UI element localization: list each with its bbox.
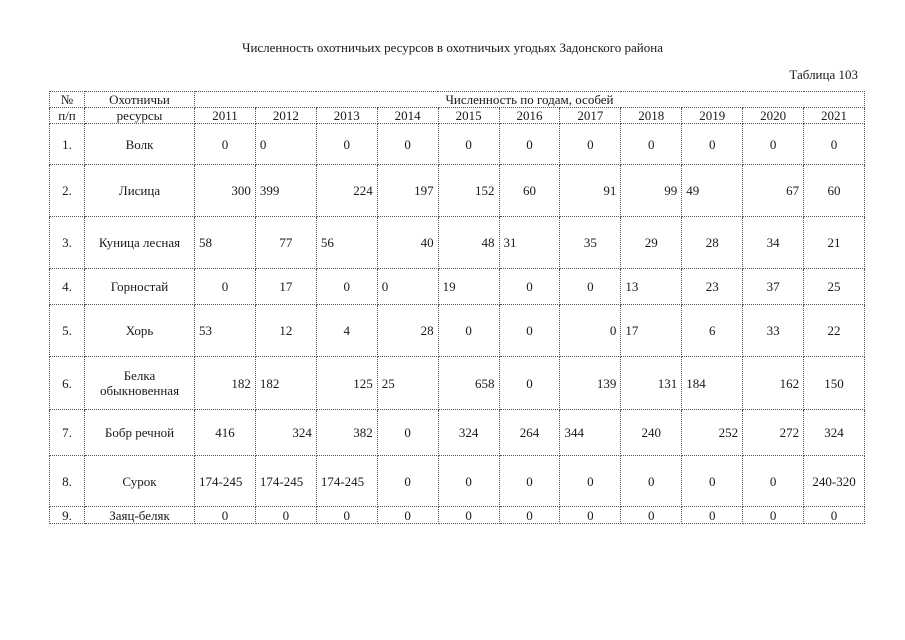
value-cell-2017: 91 bbox=[560, 165, 621, 217]
value-cell-2020: 37 bbox=[743, 269, 804, 305]
value-cell-2012: 17 bbox=[255, 269, 316, 305]
value-cell-2017: 0 bbox=[560, 124, 621, 165]
row-number: 9. bbox=[50, 507, 85, 524]
value-cell-2016: 0 bbox=[499, 507, 560, 524]
year-header-2015: 2015 bbox=[438, 108, 499, 124]
value-cell-2015: 0 bbox=[438, 305, 499, 357]
value-cell-2016: 0 bbox=[499, 305, 560, 357]
value-cell-2011: 0 bbox=[195, 507, 256, 524]
table-row bbox=[50, 165, 865, 217]
value-cell-2012: 182 bbox=[255, 357, 316, 410]
table-row bbox=[50, 269, 865, 305]
value-cell-2021: 0 bbox=[804, 124, 865, 165]
value-cell-2014: 25 bbox=[377, 357, 438, 410]
year-header-2018: 2018 bbox=[621, 108, 682, 124]
value-cell-2019: 6 bbox=[682, 305, 743, 357]
value-cell-2017: 0 bbox=[560, 456, 621, 507]
value-cell-2011: 58 bbox=[195, 217, 256, 269]
row-number: 7. bbox=[50, 410, 85, 456]
value-cell-2020: 34 bbox=[743, 217, 804, 269]
resource-name: Бобр речной bbox=[85, 410, 195, 456]
resource-name: Лисица bbox=[85, 165, 195, 217]
value-cell-2013: 56 bbox=[316, 217, 377, 269]
table-row bbox=[50, 124, 865, 165]
value-cell-2017: 344 bbox=[560, 410, 621, 456]
value-cell-2016: 0 bbox=[499, 269, 560, 305]
value-cell-2019: 28 bbox=[682, 217, 743, 269]
value-cell-2013: 0 bbox=[316, 507, 377, 524]
value-cell-2012: 399 bbox=[255, 165, 316, 217]
value-cell-2021: 150 bbox=[804, 357, 865, 410]
value-cell-2016: 0 bbox=[499, 124, 560, 165]
value-cell-2018: 0 bbox=[621, 456, 682, 507]
value-cell-2018: 240 bbox=[621, 410, 682, 456]
value-cell-2015: 324 bbox=[438, 410, 499, 456]
value-cell-2011: 182 bbox=[195, 357, 256, 410]
value-cell-2011: 174-245 bbox=[195, 456, 256, 507]
year-header-2011: 2011 bbox=[195, 108, 256, 124]
value-cell-2017: 139 bbox=[560, 357, 621, 410]
value-cell-2013: 224 bbox=[316, 165, 377, 217]
value-cell-2013: 174-245 bbox=[316, 456, 377, 507]
value-cell-2012: 0 bbox=[255, 507, 316, 524]
table-row bbox=[50, 507, 865, 524]
value-cell-2020: 272 bbox=[743, 410, 804, 456]
col-num-header-line1: № bbox=[50, 92, 85, 108]
resource-name: Сурок bbox=[85, 456, 195, 507]
value-cell-2019: 49 bbox=[682, 165, 743, 217]
value-cell-2012: 77 bbox=[255, 217, 316, 269]
group-header: Численность по годам, особей bbox=[195, 92, 865, 108]
value-cell-2016: 60 bbox=[499, 165, 560, 217]
value-cell-2015: 19 bbox=[438, 269, 499, 305]
col-resource-header-line2: ресурсы bbox=[85, 108, 195, 124]
value-cell-2019: 0 bbox=[682, 124, 743, 165]
value-cell-2014: 28 bbox=[377, 305, 438, 357]
value-cell-2018: 13 bbox=[621, 269, 682, 305]
year-header-2021: 2021 bbox=[804, 108, 865, 124]
value-cell-2013: 0 bbox=[316, 124, 377, 165]
row-number: 8. bbox=[50, 456, 85, 507]
value-cell-2017: 0 bbox=[560, 269, 621, 305]
resource-name: Заяц-беляк bbox=[85, 507, 195, 524]
table-row bbox=[50, 456, 865, 507]
table-row bbox=[50, 410, 865, 456]
value-cell-2013: 4 bbox=[316, 305, 377, 357]
value-cell-2013: 382 bbox=[316, 410, 377, 456]
value-cell-2011: 300 bbox=[195, 165, 256, 217]
value-cell-2014: 0 bbox=[377, 456, 438, 507]
value-cell-2019: 0 bbox=[682, 507, 743, 524]
table-row bbox=[50, 217, 865, 269]
value-cell-2011: 0 bbox=[195, 124, 256, 165]
value-cell-2020: 162 bbox=[743, 357, 804, 410]
value-cell-2019: 184 bbox=[682, 357, 743, 410]
value-cell-2014: 40 bbox=[377, 217, 438, 269]
value-cell-2020: 33 bbox=[743, 305, 804, 357]
row-number: 6. bbox=[50, 357, 85, 410]
value-cell-2016: 264 bbox=[499, 410, 560, 456]
value-cell-2016: 0 bbox=[499, 357, 560, 410]
value-cell-2018: 99 bbox=[621, 165, 682, 217]
value-cell-2014: 197 bbox=[377, 165, 438, 217]
value-cell-2021: 240-320 bbox=[804, 456, 865, 507]
row-number: 5. bbox=[50, 305, 85, 357]
value-cell-2021: 0 bbox=[804, 507, 865, 524]
header-row-2 bbox=[50, 108, 865, 124]
value-cell-2020: 67 bbox=[743, 165, 804, 217]
value-cell-2013: 0 bbox=[316, 269, 377, 305]
value-cell-2015: 0 bbox=[438, 507, 499, 524]
resource-name: Горностай bbox=[85, 269, 195, 305]
hunting-resources-table bbox=[49, 91, 865, 524]
value-cell-2019: 252 bbox=[682, 410, 743, 456]
value-cell-2011: 53 bbox=[195, 305, 256, 357]
header-row-1 bbox=[50, 92, 865, 108]
value-cell-2021: 22 bbox=[804, 305, 865, 357]
value-cell-2015: 152 bbox=[438, 165, 499, 217]
value-cell-2018: 0 bbox=[621, 124, 682, 165]
resource-name: Белка обыкновенная bbox=[85, 357, 195, 410]
value-cell-2014: 0 bbox=[377, 507, 438, 524]
value-cell-2019: 23 bbox=[682, 269, 743, 305]
value-cell-2020: 0 bbox=[743, 124, 804, 165]
value-cell-2015: 48 bbox=[438, 217, 499, 269]
year-header-2017: 2017 bbox=[560, 108, 621, 124]
value-cell-2021: 60 bbox=[804, 165, 865, 217]
table-label: Таблица 103 bbox=[789, 67, 858, 82]
value-cell-2018: 131 bbox=[621, 357, 682, 410]
value-cell-2012: 0 bbox=[255, 124, 316, 165]
value-cell-2013: 125 bbox=[316, 357, 377, 410]
table-row bbox=[50, 305, 865, 357]
value-cell-2020: 0 bbox=[743, 456, 804, 507]
value-cell-2018: 17 bbox=[621, 305, 682, 357]
year-header-2019: 2019 bbox=[682, 108, 743, 124]
resource-name: Куница лесная bbox=[85, 217, 195, 269]
value-cell-2012: 12 bbox=[255, 305, 316, 357]
value-cell-2011: 416 bbox=[195, 410, 256, 456]
value-cell-2017: 0 bbox=[560, 305, 621, 357]
row-number: 1. bbox=[50, 124, 85, 165]
value-cell-2016: 31 bbox=[499, 217, 560, 269]
value-cell-2019: 0 bbox=[682, 456, 743, 507]
value-cell-2015: 0 bbox=[438, 124, 499, 165]
value-cell-2017: 0 bbox=[560, 507, 621, 524]
year-header-2014: 2014 bbox=[377, 108, 438, 124]
row-number: 2. bbox=[50, 165, 85, 217]
value-cell-2021: 324 bbox=[804, 410, 865, 456]
value-cell-2012: 174-245 bbox=[255, 456, 316, 507]
value-cell-2018: 29 bbox=[621, 217, 682, 269]
value-cell-2017: 35 bbox=[560, 217, 621, 269]
value-cell-2021: 25 bbox=[804, 269, 865, 305]
value-cell-2014: 0 bbox=[377, 124, 438, 165]
value-cell-2012: 324 bbox=[255, 410, 316, 456]
value-cell-2020: 0 bbox=[743, 507, 804, 524]
row-number: 4. bbox=[50, 269, 85, 305]
resource-name: Волк bbox=[85, 124, 195, 165]
table-row bbox=[50, 357, 865, 410]
year-header-2020: 2020 bbox=[743, 108, 804, 124]
resource-name: Хорь bbox=[85, 305, 195, 357]
col-resource-header-line1: Охотничьи bbox=[85, 92, 195, 108]
document-title: Численность охотничьих ресурсов в охотничьих угодьях Задонского района bbox=[242, 40, 663, 55]
value-cell-2015: 0 bbox=[438, 456, 499, 507]
value-cell-2021: 21 bbox=[804, 217, 865, 269]
year-header-2016: 2016 bbox=[499, 108, 560, 124]
value-cell-2011: 0 bbox=[195, 269, 256, 305]
col-num-header-line2: п/п bbox=[50, 108, 85, 124]
value-cell-2015: 658 bbox=[438, 357, 499, 410]
year-header-2012: 2012 bbox=[255, 108, 316, 124]
value-cell-2014: 0 bbox=[377, 410, 438, 456]
row-number: 3. bbox=[50, 217, 85, 269]
value-cell-2016: 0 bbox=[499, 456, 560, 507]
value-cell-2014: 0 bbox=[377, 269, 438, 305]
year-header-2013: 2013 bbox=[316, 108, 377, 124]
value-cell-2018: 0 bbox=[621, 507, 682, 524]
